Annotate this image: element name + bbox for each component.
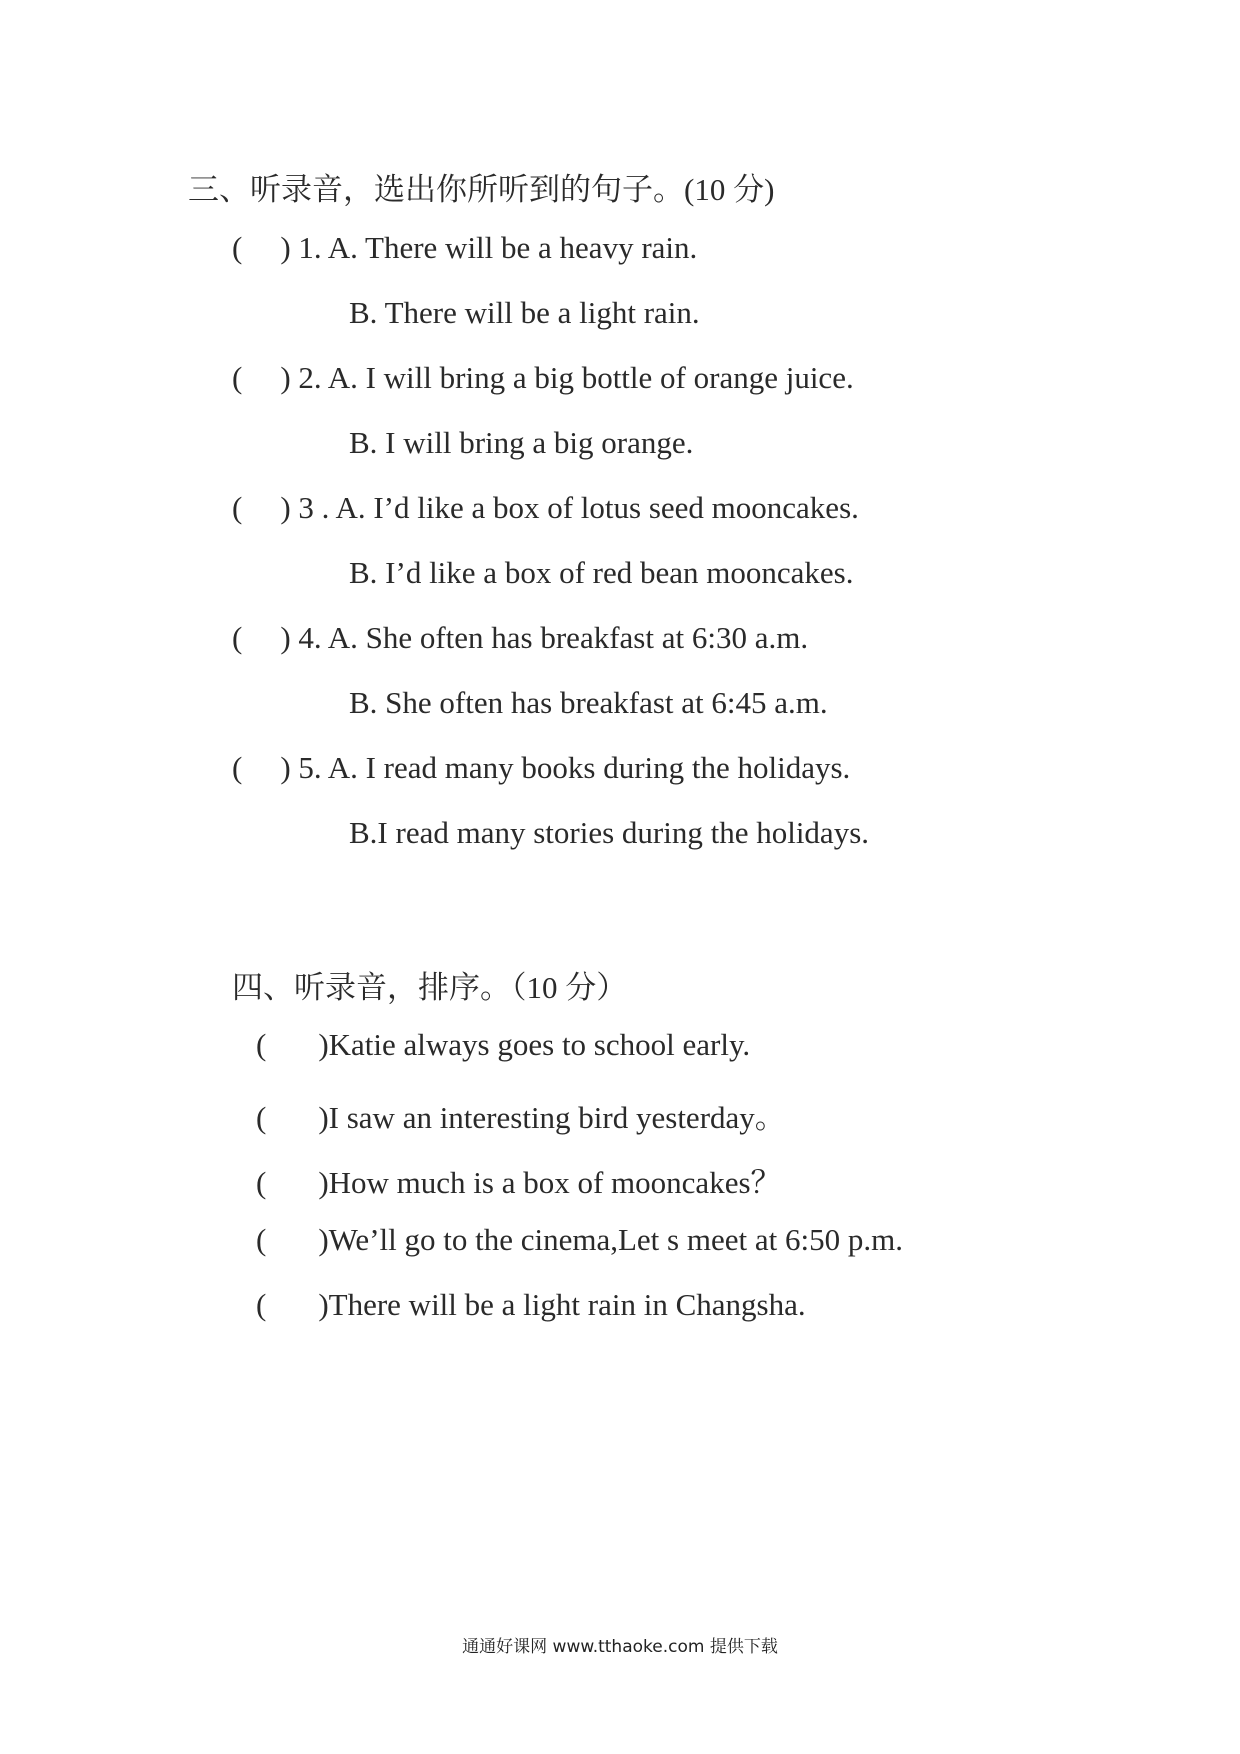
bracket-close: ): [318, 1222, 329, 1257]
option-a-text: A. I will bring a big bottle of orange juice.: [327, 360, 854, 395]
section4-title: 四、听录音，排序。（10 分）: [232, 970, 628, 1005]
question-3-option-b: B. I’d like a box of red bean mooncakes.: [349, 555, 854, 590]
answer-bracket-open[interactable]: (: [256, 1027, 267, 1062]
ordering-item-4: [256, 1222, 903, 1258]
option-a-text: A. She often has breakfast at 6:30 a.m.: [327, 620, 809, 655]
answer-bracket-open[interactable]: (: [232, 620, 243, 655]
item-text: We’ll go to the cinema,Let s meet at 6:50 p.m.: [328, 1222, 903, 1257]
question-3-option-a: [232, 490, 859, 526]
answer-bracket-open[interactable]: (: [232, 360, 243, 395]
answer-bracket-open[interactable]: (: [256, 1100, 267, 1135]
ordering-item-2: [256, 1092, 786, 1137]
option-a-text: A. I’d like a box of lotus seed mooncakes.: [335, 490, 859, 525]
option-a-text: A. There will be a heavy rain.: [327, 230, 698, 265]
item-text: I saw an interesting bird yesterday。: [328, 1100, 786, 1135]
footer-download-note: 通通好课网 www.tthaoke.com 提供下载: [462, 1637, 778, 1657]
question-number: ) 5.: [280, 750, 328, 785]
question-4-option-b: B. She often has breakfast at 6:45 a.m.: [349, 685, 828, 720]
section3-title: 三、听录音，选出你所听到的句子。(10 分): [188, 172, 775, 207]
option-a-text: A. I read many books during the holidays.: [327, 750, 851, 785]
question-4-option-a: [232, 620, 808, 656]
bracket-close: ): [318, 1100, 329, 1135]
question-5-option-b: B.I read many stories during the holidays.: [349, 815, 870, 850]
answer-bracket-open[interactable]: (: [232, 750, 243, 785]
question-1-option-b: B. There will be a light rain.: [349, 295, 700, 330]
question-number: ) 2.: [280, 360, 328, 395]
answer-bracket-open[interactable]: (: [232, 230, 243, 265]
question-number: ) 1.: [280, 230, 328, 265]
item-text: How much is a box of mooncakes？: [328, 1165, 782, 1200]
ordering-item-5: [256, 1287, 806, 1323]
question-2-option-b: B. I will bring a big orange.: [349, 425, 694, 460]
ordering-item-1: [256, 1027, 750, 1063]
item-text: Katie always goes to school early.: [328, 1027, 751, 1062]
question-number: ) 3 .: [280, 490, 336, 525]
question-5-option-a: [232, 750, 850, 786]
ordering-item-3: [256, 1157, 782, 1202]
question-number: ) 4.: [280, 620, 328, 655]
answer-bracket-open[interactable]: (: [256, 1287, 267, 1322]
answer-bracket-open[interactable]: (: [256, 1165, 267, 1200]
question-2-option-a: [232, 360, 854, 396]
question-1-option-a: [232, 230, 697, 266]
bracket-close: ): [318, 1165, 329, 1200]
answer-bracket-open[interactable]: (: [256, 1222, 267, 1257]
item-text: There will be a light rain in Changsha.: [328, 1287, 806, 1322]
bracket-close: ): [318, 1027, 329, 1062]
bracket-close: ): [318, 1287, 329, 1322]
answer-bracket-open[interactable]: (: [232, 490, 243, 525]
